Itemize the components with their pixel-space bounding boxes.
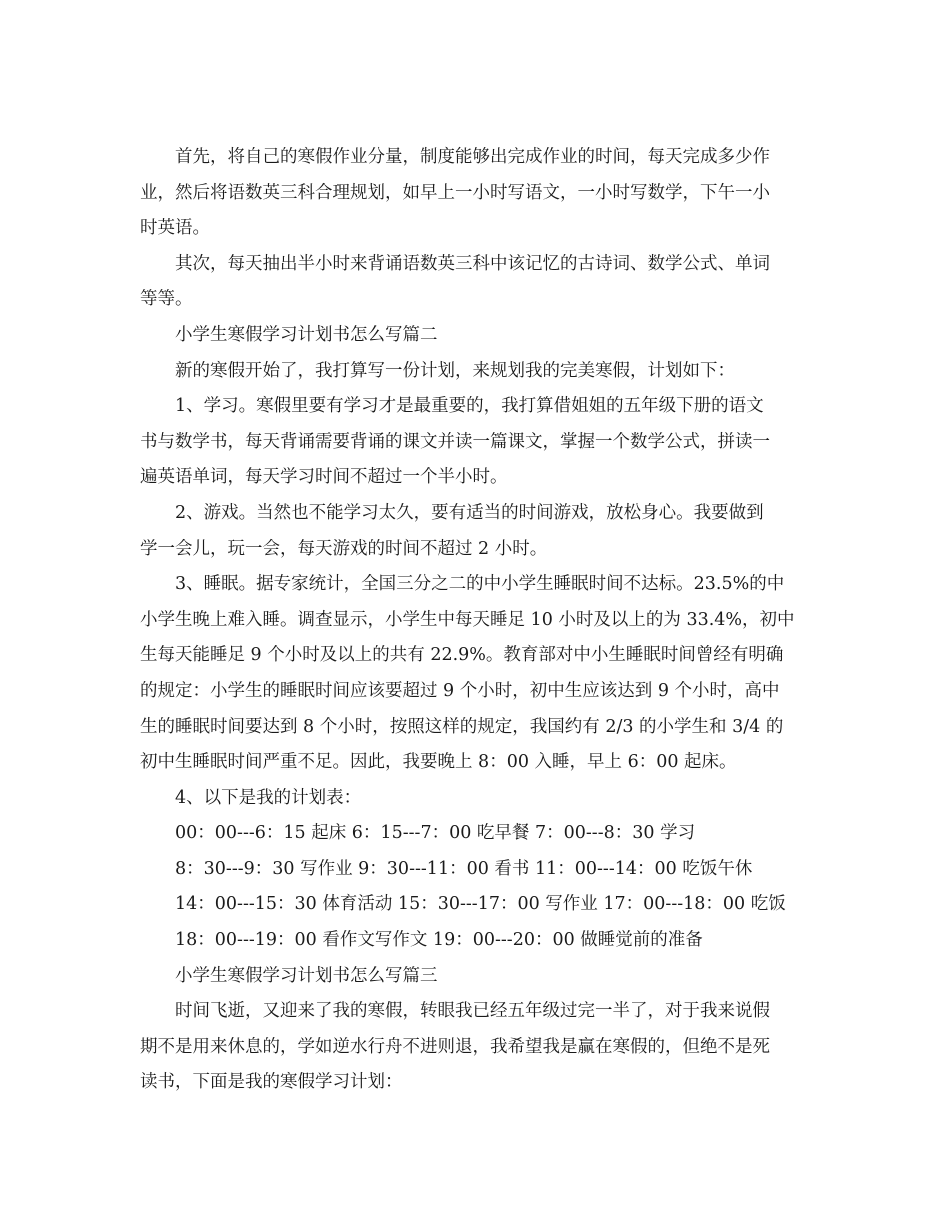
paragraph-first-line: 小学生寒假学习计划书怎么写篇二 — [175, 324, 438, 345]
paragraph-first-line: 2、游戏。当然也不能学习太久，要有适当的时间游戏，放松身心。我要做到 — [175, 502, 764, 523]
paragraph-line: 时英语。 — [140, 218, 210, 239]
paragraph — [140, 781, 812, 817]
paragraph-first-line: 00：00---6：15 起床 6：15---7：00 吃早餐 7：00---8：30 学习 — [175, 823, 696, 844]
paragraph-line: 等等。 — [140, 289, 193, 310]
paragraph-first-line: 新的寒假开始了，我打算写一份计划，来规划我的完美寒假，计划如下： — [175, 360, 735, 381]
paragraph-first-line: 时间飞逝，又迎来了我的寒假，转眼我已经五年级过完一半了，对于我来说假 — [175, 1001, 770, 1022]
paragraph-first-line: 8：30---9：30 写作业 9：30---11：00 看书 11：00---14：00 吃饭午休 — [175, 858, 753, 879]
paragraph-line: 小学生晚上难入睡。调查显示，小学生中每天睡足 10 小时及以上的为 33.4%，初中 — [140, 609, 795, 630]
paragraph-line: 业，然后将语数英三科合理规划，如早上一小时写语文，一小时写数学，下午一小 — [140, 182, 770, 203]
paragraph-line: 读书，下面是我的寒假学习计划： — [140, 1072, 403, 1093]
paragraph-first-line: 4、以下是我的计划表： — [175, 787, 362, 808]
paragraph-line: 书与数学书，每天背诵需要背诵的课文并读一篇课文，掌握一个数学公式，拼读一 — [140, 431, 770, 452]
paragraph — [140, 994, 812, 1101]
paragraph — [140, 887, 812, 923]
paragraph — [140, 389, 812, 496]
paragraph — [140, 567, 812, 781]
document-body — [140, 140, 812, 1101]
paragraph — [140, 496, 812, 567]
paragraph-first-line: 14：00---15：30 体育活动 15：30---17：00 写作业 17：00---18：00 吃饭 — [175, 894, 786, 915]
paragraph — [140, 318, 812, 354]
paragraph — [140, 354, 812, 390]
paragraph-line: 期不是用来休息的，学如逆水行舟不进则退，我希望我是赢在寒假的，但绝不是死 — [140, 1036, 770, 1057]
paragraph — [140, 140, 812, 247]
paragraph-line: 生每天能睡足 9 个小时及以上的共有 22.9%。教育部对中小生睡眠时间曾经有明确 — [140, 645, 784, 666]
paragraph-line: 的规定：小学生的睡眠时间应该要超过 9 个小时，初中生应该达到 9 个小时，高中 — [140, 680, 780, 701]
paragraph — [140, 247, 812, 318]
paragraph — [140, 959, 812, 995]
paragraph-first-line: 1、学习。寒假里要有学习才是最重要的，我打算借姐姐的五年级下册的语文 — [175, 396, 764, 417]
paragraph-first-line: 首先，将自己的寒假作业分量，制度能够出完成作业的时间，每天完成多少作 — [175, 147, 770, 167]
paragraph-first-line: 3、睡眠。据专家统计，全国三分之二的中小学生睡眠时间不达标。23.5%的中 — [175, 574, 785, 595]
paragraph-first-line: 18：00---19：00 看作文写作文 19：00---20：00 做睡觉前的准备 — [175, 930, 703, 951]
paragraph-line: 学一会儿，玩一会，每天游戏的时间不超过 2 小时。 — [140, 538, 548, 559]
paragraph-line: 初中生睡眠时间严重不足。因此，我要晚上 8：00 入睡，早上 6：00 起床。 — [140, 752, 737, 773]
paragraph-first-line: 小学生寒假学习计划书怎么写篇三 — [175, 965, 438, 986]
paragraph — [140, 923, 812, 959]
paragraph-line: 生的睡眠时间要达到 8 个小时，按照这样的规定，我国约有 2/3 的小学生和 3/4 的 — [140, 716, 784, 737]
paragraph-first-line: 其次，每天抽出半小时来背诵语数英三科中该记忆的古诗词、数学公式、单词 — [175, 253, 770, 274]
paragraph — [140, 852, 812, 888]
paragraph-line: 遍英语单词，每天学习时间不超过一个半小时。 — [140, 467, 508, 488]
paragraph — [140, 816, 812, 852]
